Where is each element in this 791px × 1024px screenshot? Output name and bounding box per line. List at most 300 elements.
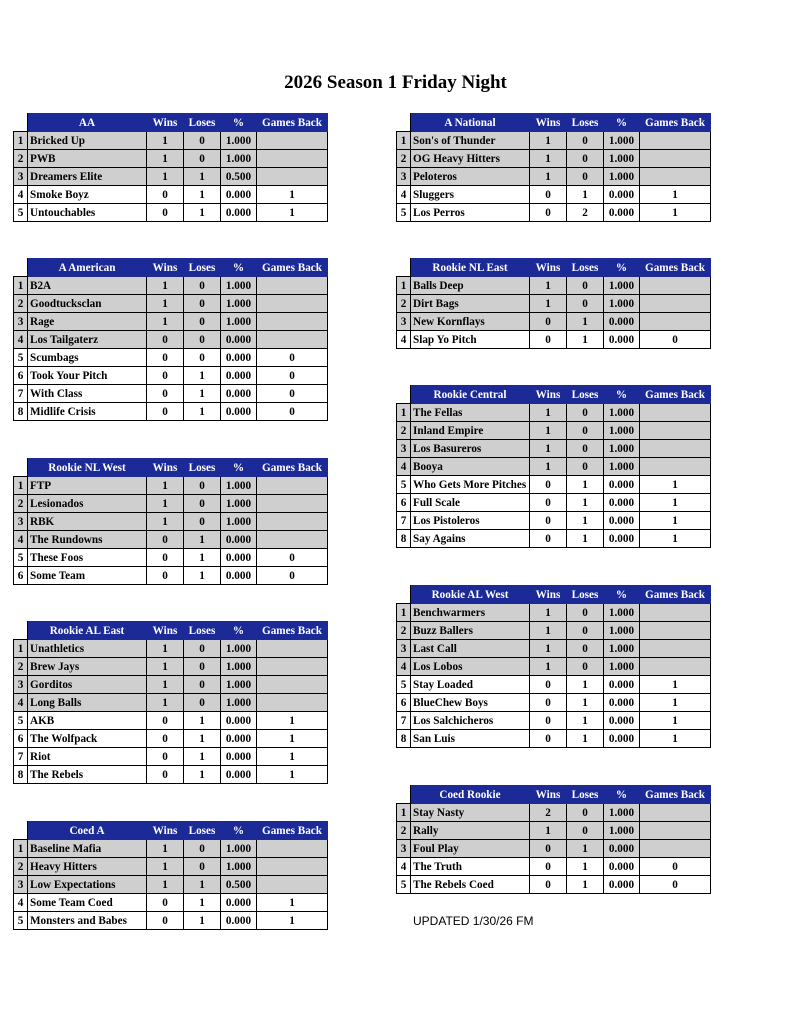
rank-cell: 4 [397,331,411,349]
games-back-cell [257,840,328,858]
team-name-cell: Bricked Up [28,132,147,150]
wins-cell: 0 [147,712,184,730]
loses-cell: 1 [567,694,604,712]
wins-cell: 0 [147,567,184,585]
header-games-back: Games Back [640,786,711,804]
team-name-cell: Sluggers [411,186,530,204]
loses-cell: 0 [567,822,604,840]
loses-cell: 0 [184,150,221,168]
header-rank-spacer [397,586,411,604]
wins-cell: 0 [530,530,567,548]
header-pct: % [604,386,640,404]
header-wins: Wins [530,586,567,604]
team-name-cell: Los Pistoleros [411,512,530,530]
wins-cell: 1 [530,404,567,422]
wins-cell: 0 [530,730,567,748]
table-row [397,458,711,476]
rank-cell: 1 [14,840,28,858]
header-pct: % [221,114,257,132]
pct-cell: 0.000 [604,858,640,876]
table-header-row [397,786,711,804]
header-games-back: Games Back [257,114,328,132]
wins-cell: 0 [530,313,567,331]
rank-cell: 3 [14,676,28,694]
team-name-cell: Say Agains [411,530,530,548]
rank-cell: 6 [14,567,28,585]
standings-table-a-national [396,113,711,222]
header-loses: Loses [567,386,604,404]
games-back-cell: 1 [257,712,328,730]
team-name-cell: Who Gets More Pitches [411,476,530,494]
pct-cell: 1.000 [604,804,640,822]
games-back-cell [640,804,711,822]
loses-cell: 1 [567,712,604,730]
wins-cell: 1 [530,422,567,440]
games-back-cell [257,168,328,186]
standings-table-rookie-al-west [396,585,711,748]
games-back-cell: 1 [640,530,711,548]
pct-cell: 1.000 [221,658,257,676]
header-games-back: Games Back [640,114,711,132]
team-name-cell: Los Perros [411,204,530,222]
team-name-cell: Foul Play [411,840,530,858]
games-back-cell: 1 [257,912,328,930]
table-row [14,313,328,331]
table-row [14,495,328,513]
pct-cell: 0.000 [604,494,640,512]
header-pct: % [221,259,257,277]
wins-cell: 1 [147,694,184,712]
team-name-cell: Slap Yo Pitch [411,331,530,349]
pct-cell: 1.000 [604,622,640,640]
team-name-cell: Dreamers Elite [28,168,147,186]
header-pct: % [604,114,640,132]
loses-cell: 1 [567,876,604,894]
rank-cell: 6 [397,494,411,512]
rank-cell: 1 [14,477,28,495]
rank-cell: 3 [397,313,411,331]
table-row [397,295,711,313]
pct-cell: 1.000 [604,422,640,440]
rank-cell: 2 [397,422,411,440]
table-row [14,766,328,784]
rank-cell: 8 [397,530,411,548]
wins-cell: 0 [147,331,184,349]
header-wins: Wins [147,114,184,132]
rank-cell: 4 [14,331,28,349]
pct-cell: 0.000 [221,367,257,385]
rank-cell: 4 [397,458,411,476]
rank-cell: 6 [397,694,411,712]
wins-cell: 1 [147,513,184,531]
updated-note: UPDATED 1/30/26 FM [413,914,534,928]
games-back-cell [257,658,328,676]
team-name-cell: With Class [28,385,147,403]
team-name-cell: Benchwarmers [411,604,530,622]
wins-cell: 1 [147,168,184,186]
team-name-cell: Unathletics [28,640,147,658]
header-rank-spacer [14,259,28,277]
loses-cell: 0 [567,458,604,476]
rank-cell: 2 [397,622,411,640]
pct-cell: 1.000 [221,295,257,313]
team-name-cell: Long Balls [28,694,147,712]
pct-cell: 0.000 [221,912,257,930]
wins-cell: 0 [530,840,567,858]
table-row [397,313,711,331]
wins-cell: 0 [147,204,184,222]
header-pct: % [221,459,257,477]
games-back-cell: 1 [257,748,328,766]
loses-cell: 1 [184,894,221,912]
games-back-cell [257,495,328,513]
team-name-cell: Buzz Ballers [411,622,530,640]
division-name: A American [28,259,147,277]
team-name-cell: Peloteros [411,168,530,186]
pct-cell: 0.500 [221,876,257,894]
pct-cell: 0.000 [221,549,257,567]
rank-cell: 4 [397,858,411,876]
wins-cell: 0 [147,531,184,549]
table-row [14,840,328,858]
games-back-cell: 1 [640,676,711,694]
games-back-cell [640,640,711,658]
table-row [14,150,328,168]
wins-cell: 1 [147,876,184,894]
division-name: Rookie AL East [28,622,147,640]
rank-cell: 2 [397,822,411,840]
rank-cell: 4 [397,186,411,204]
pct-cell: 1.000 [604,640,640,658]
rank-cell: 3 [14,168,28,186]
rank-cell: 7 [14,385,28,403]
header-games-back: Games Back [640,259,711,277]
loses-cell: 0 [567,622,604,640]
wins-cell: 1 [530,277,567,295]
pct-cell: 0.000 [221,331,257,349]
wins-cell: 0 [147,894,184,912]
wins-cell: 0 [147,912,184,930]
wins-cell: 1 [147,132,184,150]
table-row [14,531,328,549]
table-row [397,658,711,676]
loses-cell: 1 [184,367,221,385]
division-name: Rookie AL West [411,586,530,604]
table-row [14,912,328,930]
games-back-cell [640,313,711,331]
wins-cell: 1 [147,495,184,513]
header-loses: Loses [567,114,604,132]
games-back-cell: 1 [640,186,711,204]
table-row [14,676,328,694]
rank-cell: 2 [397,150,411,168]
table-header-row [14,822,328,840]
loses-cell: 0 [184,477,221,495]
table-row [397,694,711,712]
team-name-cell: Some Team Coed [28,894,147,912]
pct-cell: 1.000 [221,513,257,531]
pct-cell: 0.000 [221,748,257,766]
header-loses: Loses [567,259,604,277]
loses-cell: 0 [184,840,221,858]
loses-cell: 0 [567,658,604,676]
rank-cell: 4 [14,186,28,204]
wins-cell: 1 [530,168,567,186]
header-games-back: Games Back [640,386,711,404]
games-back-cell: 0 [257,385,328,403]
pct-cell: 1.000 [604,168,640,186]
games-back-cell: 0 [257,367,328,385]
table-row [14,694,328,712]
team-name-cell: RBK [28,513,147,531]
loses-cell: 1 [184,403,221,421]
table-row [14,513,328,531]
games-back-cell [257,477,328,495]
loses-cell: 1 [567,676,604,694]
pct-cell: 1.000 [221,150,257,168]
games-back-cell: 0 [640,876,711,894]
games-back-cell: 1 [257,894,328,912]
pct-cell: 1.000 [221,640,257,658]
loses-cell: 1 [567,840,604,858]
team-name-cell: B2A [28,277,147,295]
loses-cell: 0 [184,277,221,295]
pct-cell: 0.000 [604,730,640,748]
pct-cell: 1.000 [221,694,257,712]
team-name-cell: The Rebels Coed [411,876,530,894]
games-back-cell: 0 [257,567,328,585]
loses-cell: 0 [184,858,221,876]
loses-cell: 1 [567,186,604,204]
team-name-cell: Brew Jays [28,658,147,676]
loses-cell: 0 [567,804,604,822]
games-back-cell [640,422,711,440]
table-row [397,440,711,458]
team-name-cell: Full Scale [411,494,530,512]
loses-cell: 0 [567,604,604,622]
header-wins: Wins [530,386,567,404]
page-title: 2026 Season 1 Friday Night [284,72,507,93]
games-back-cell [640,622,711,640]
standings-table-rookie-nl-east [396,258,711,349]
pct-cell: 1.000 [221,840,257,858]
loses-cell: 0 [567,404,604,422]
pct-cell: 1.000 [221,313,257,331]
pct-cell: 0.000 [221,349,257,367]
loses-cell: 1 [184,730,221,748]
team-name-cell: Los Basureros [411,440,530,458]
wins-cell: 0 [530,694,567,712]
games-back-cell [640,840,711,858]
rank-cell: 5 [397,204,411,222]
rank-cell: 7 [14,748,28,766]
standings-table-rookie-central [396,385,711,548]
team-name-cell: Low Expectations [28,876,147,894]
loses-cell: 1 [184,549,221,567]
table-row [14,748,328,766]
rank-cell: 3 [397,840,411,858]
standings-table-a-american [13,258,328,421]
table-header-row [14,259,328,277]
team-name-cell: Los Salchicheros [411,712,530,730]
games-back-cell: 1 [640,712,711,730]
games-back-cell [257,531,328,549]
wins-cell: 0 [147,549,184,567]
rank-cell: 6 [14,367,28,385]
wins-cell: 0 [530,494,567,512]
rank-cell: 4 [14,531,28,549]
wins-cell: 0 [147,367,184,385]
team-name-cell: New Kornflays [411,313,530,331]
pct-cell: 1.000 [221,132,257,150]
loses-cell: 1 [567,512,604,530]
rank-cell: 5 [397,876,411,894]
team-name-cell: Scumbags [28,349,147,367]
table-row [14,204,328,222]
team-name-cell: Heavy Hitters [28,858,147,876]
pct-cell: 1.000 [221,477,257,495]
pct-cell: 0.000 [604,530,640,548]
team-name-cell: These Foos [28,549,147,567]
loses-cell: 0 [567,640,604,658]
table-header-row [14,622,328,640]
wins-cell: 0 [530,204,567,222]
wins-cell: 1 [530,822,567,840]
header-rank-spacer [397,114,411,132]
table-row [14,132,328,150]
wins-cell: 1 [530,440,567,458]
pct-cell: 0.000 [604,676,640,694]
pct-cell: 0.000 [221,385,257,403]
loses-cell: 0 [184,658,221,676]
wins-cell: 1 [147,477,184,495]
team-name-cell: Los Lobos [411,658,530,676]
wins-cell: 0 [530,331,567,349]
loses-cell: 1 [184,712,221,730]
table-row [397,840,711,858]
wins-cell: 1 [147,840,184,858]
header-games-back: Games Back [257,259,328,277]
rank-cell: 5 [14,712,28,730]
team-name-cell: Rage [28,313,147,331]
table-row [397,712,711,730]
wins-cell: 1 [147,676,184,694]
games-back-cell [640,604,711,622]
games-back-cell [257,676,328,694]
header-rank-spacer [397,386,411,404]
table-row [397,604,711,622]
rank-cell: 2 [397,295,411,313]
header-wins: Wins [147,259,184,277]
wins-cell: 1 [147,295,184,313]
rank-cell: 1 [397,277,411,295]
table-row [397,168,711,186]
pct-cell: 1.000 [604,132,640,150]
pct-cell: 1.000 [604,604,640,622]
wins-cell: 0 [147,349,184,367]
table-row [14,295,328,313]
rank-cell: 5 [397,476,411,494]
team-name-cell: Lesionados [28,495,147,513]
pct-cell: 1.000 [221,495,257,513]
wins-cell: 0 [530,858,567,876]
games-back-cell: 1 [640,494,711,512]
wins-cell: 0 [147,766,184,784]
games-back-cell [640,440,711,458]
header-loses: Loses [184,259,221,277]
games-back-cell: 1 [640,476,711,494]
table-row [14,712,328,730]
team-name-cell: Gorditos [28,676,147,694]
wins-cell: 1 [530,295,567,313]
header-wins: Wins [530,259,567,277]
pct-cell: 0.000 [221,403,257,421]
team-name-cell: Riot [28,748,147,766]
loses-cell: 1 [184,876,221,894]
rank-cell: 2 [14,658,28,676]
pct-cell: 0.000 [221,567,257,585]
games-back-cell [257,331,328,349]
loses-cell: 1 [567,313,604,331]
games-back-cell: 0 [257,403,328,421]
games-back-cell [257,150,328,168]
team-name-cell: Son's of Thunder [411,132,530,150]
table-header-row [397,259,711,277]
header-wins: Wins [147,459,184,477]
games-back-cell: 0 [257,349,328,367]
pct-cell: 1.000 [221,277,257,295]
wins-cell: 1 [147,313,184,331]
loses-cell: 0 [567,422,604,440]
wins-cell: 1 [530,658,567,676]
team-name-cell: PWB [28,150,147,168]
team-name-cell: The Fellas [411,404,530,422]
team-name-cell: The Rundowns [28,531,147,549]
team-name-cell: Los Tailgaterz [28,331,147,349]
team-name-cell: Monsters and Babes [28,912,147,930]
pct-cell: 1.000 [604,440,640,458]
team-name-cell: San Luis [411,730,530,748]
team-name-cell: Some Team [28,567,147,585]
loses-cell: 1 [184,567,221,585]
team-name-cell: The Truth [411,858,530,876]
header-pct: % [604,786,640,804]
rank-cell: 8 [14,403,28,421]
table-header-row [397,386,711,404]
wins-cell: 1 [530,458,567,476]
header-loses: Loses [567,786,604,804]
wins-cell: 0 [530,876,567,894]
rank-cell: 4 [14,694,28,712]
header-wins: Wins [147,822,184,840]
games-back-cell [640,168,711,186]
rank-cell: 5 [14,912,28,930]
rank-cell: 7 [397,512,411,530]
table-row [397,150,711,168]
division-name: Rookie NL West [28,459,147,477]
table-row [14,186,328,204]
loses-cell: 0 [184,349,221,367]
pct-cell: 0.000 [604,876,640,894]
header-rank-spacer [14,459,28,477]
team-name-cell: Last Call [411,640,530,658]
team-name-cell: Midlife Crisis [28,403,147,421]
table-row [14,549,328,567]
wins-cell: 0 [530,476,567,494]
wins-cell: 0 [147,730,184,748]
wins-cell: 1 [530,150,567,168]
wins-cell: 1 [147,150,184,168]
